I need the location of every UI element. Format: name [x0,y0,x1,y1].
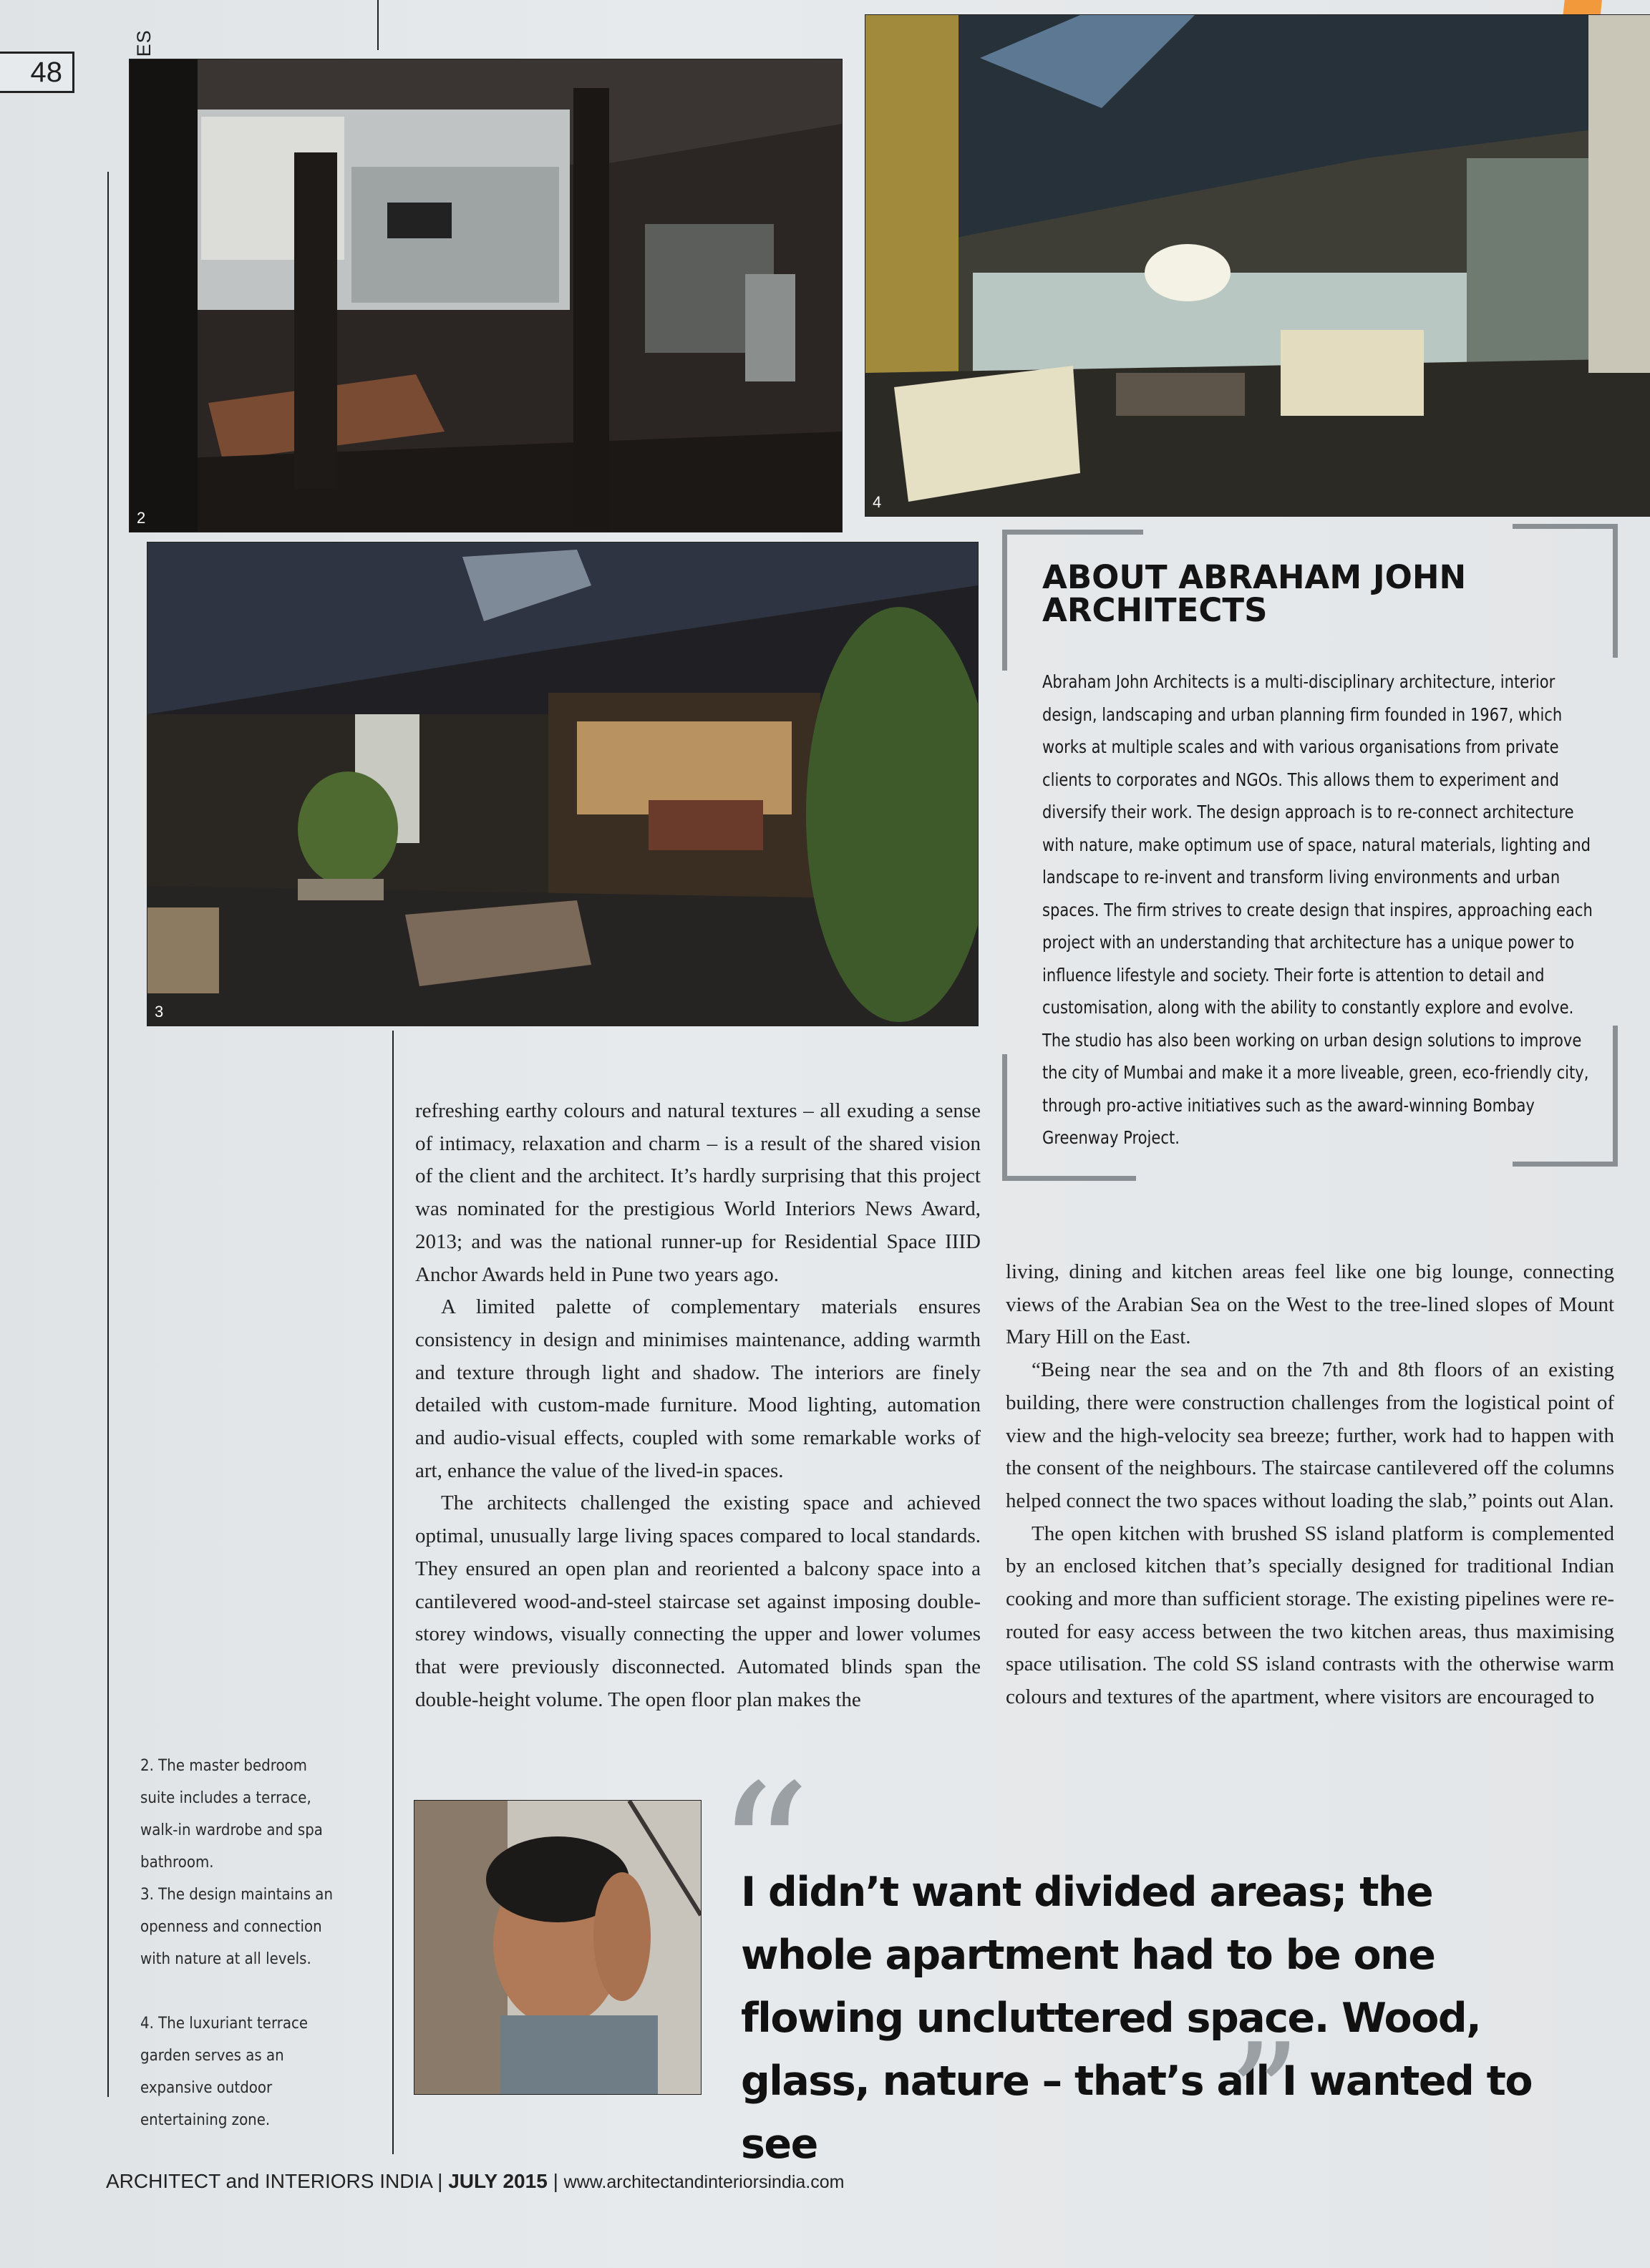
footer-separator: | [437,2170,449,2192]
footer-issue: JULY 2015 [448,2170,548,2192]
about-sidebar [1002,530,1618,1174]
footer-separator: | [553,2170,564,2192]
caption-4: 4. The luxuriant terrace garden serves as an expansive outdoor entertaining zone. [140,2015,309,2129]
body-paragraph: A limited palette of complementary materials ensures consistency in design and minimises maintenance, adding warmth and texture through light and shadow. The interiors are finely detailed with custom-made furniture. Mood lighting, automation and audio-visual effects, coupled with some remarkable works of art, enhance the value of the lived-in spaces. [415,1295,981,1482]
body-paragraph: living, dining and kitchen areas feel like one big lounge, connecting views of the Arabian Sea on the West to the tree-lined slopes of Mount Mary Hill on the East. [1006,1260,1614,1349]
caption-3: 3. The design maintains an openness and connection with nature at all levels. [140,1886,334,1968]
photo-terrace-bedroom [147,542,979,1026]
open-quote-icon: “ [716,1746,811,1962]
photo-number-4: 4 [873,493,882,511]
header-rule [377,0,379,50]
body-paragraph: refreshing earthy colours and natural textures – all exuding a sense of intimacy, relaxation and charm – is a result of the shared vision of the client and the architect. It’s hardly surprising that this project was nominated for the prestigious World Interiors News Award, 2013; and was the national runner-up for Residential Space IIID Anchor Awards held in Pune two years ago. [415,1099,981,1286]
margin-rule [107,172,109,2097]
caption-2: 2. The master bedroom suite includes a terrace, walk-in wardrobe and spa bathroom. [140,1757,323,1872]
pull-quote: I didn’t want divided areas; the whole apartment had to be one flowing uncluttered space. Wood, glass, nature – that’s all I wanted to see [741,1869,1533,2168]
photo-master-bedroom [129,59,843,532]
about-text: Abraham John Architects is a multi-disciplinary architecture, interior design, landscaping and urban planning firm founded in 1967, which works at multiple scales and with various organisations from private clients to corporates and NGOs. This allows them to experiment and diversify their work. The design approach is to re-connect architecture with nature, make optimum use of space, natural materials, lighting and landscape to re-invent and transform living environments and urban spaces. The firm strives to create design that inspires, approaching each project with an understanding that architecture has a unique power to influence lifestyle and society. Their forte is attention to detail and customisation, along with the ability to constantly explore and evolve. The studio has also been working on urban design solutions to improve the city of Mumbai and make it a more liveable, green, eco-friendly city, through pro-active initiatives such as the award-winning Bombay Greenway Project. [1042,671,1593,1148]
footer-url[interactable]: www.architectandinteriorsindia.com [563,2172,845,2192]
column-rule [392,1031,394,2097]
photo-number-2: 2 [137,509,146,527]
footer-brand: ARCHITECT and INTERIORS INDIA [106,2170,432,2192]
footer [106,2170,844,2193]
close-quote-icon: ” [1228,2013,1301,2180]
body-column-left [415,1095,981,1716]
footer-rule [392,2097,394,2154]
body-paragraph: “Being near the sea and on the 7th and 8th floors of an existing building, there were construction challenges from the logistical point of view and the high-velocity sea breeze; further, work had to happen with the consent of the neighbours. The staircase cantilevered off the columns helped connect the two spaces without loading the slab,” points out Alan. [1006,1358,1614,1512]
photo-number-3: 3 [155,1003,164,1021]
body-paragraph: The open kitchen with brushed SS island platform is complemented by an enclosed kitchen that’s specially designed for traditional Indian cooking and more than sufficient storage. The existing pipelines were re-routed for easy access between the two kitchen areas, thus maximising space utilisation. The cold SS island contrasts with the otherwise warm colours and textures of the apartment, where visitors are encouraged to [1006,1522,1614,1709]
photo-living-area [865,14,1650,517]
about-title: ABOUT ABRAHAM JOHN ARCHITECTS [1042,558,1467,629]
body-paragraph: The architects challenged the existing space and achieved optimal, unusually large living spaces compared to local standards. They ensured an open plan and reoriented a balcony space into a cantilevered wood-and-steel staircase set against imposing double-storey windows, visually connecting the upper and lower volumes that were previously disconnected. Automated blinds span the double-height volume. The open floor plan makes the [415,1491,981,1711]
portrait-photo [414,1800,702,2095]
body-column-right [1006,1256,1614,1714]
page-number: 48 [0,52,74,93]
